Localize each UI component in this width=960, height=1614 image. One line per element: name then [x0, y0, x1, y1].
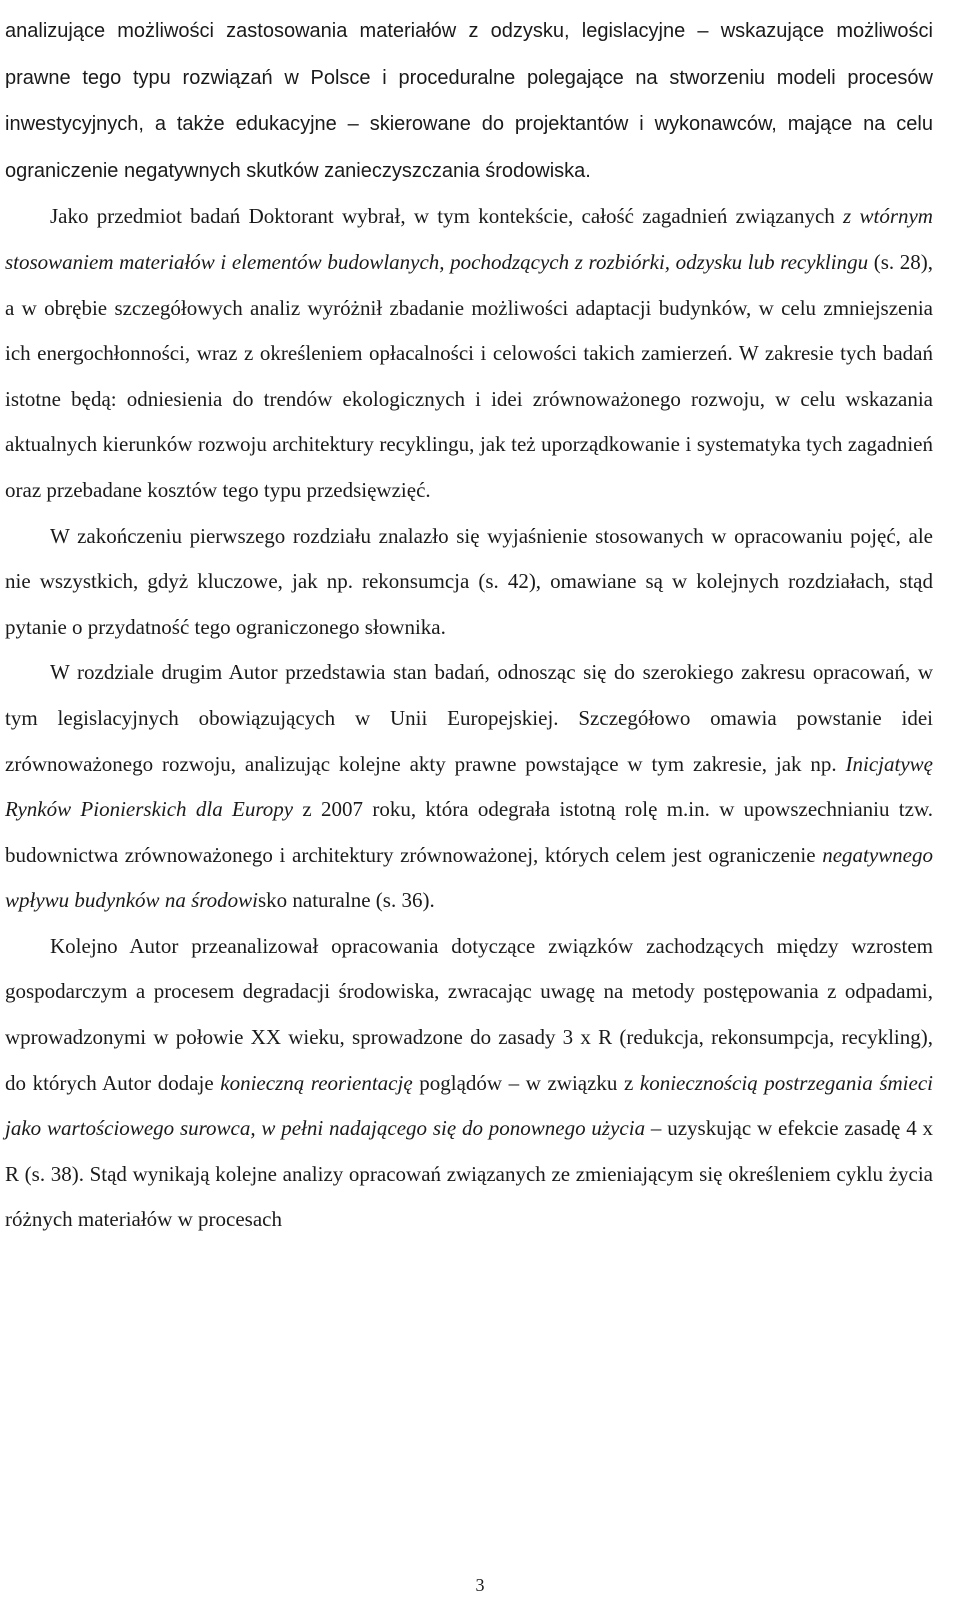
text-run: Kolejno Autor przeanalizował opracowania dotyczące związków zachodzących między wzrostem gospodarczym a procesem degradacji środowiska, zwracając uwagę na metody postępowania z odpadami, wprowadzonymi w połowie XX wieku, sprowadzone do zasady 3 x R (redukcja, rekonsumpcja, recykling), do których Autor dodaje	[5, 933, 933, 1095]
paragraph-intro-continuation	[5, 8, 933, 194]
text-run: W rozdziale drugim Autor przedstawia stan badań, odnosząc się do szerokiego zakresu opracowań, w tym legislacyjnych obowiązujących w Unii Europejskiej. Szczegółowo omawia powstanie idei zrównoważonego rozwoju, analizując kolejne akty prawne powstające w tym zakresie, jak np.	[5, 660, 933, 776]
text-run: sko naturalne (s. 36).	[257, 888, 435, 913]
text-run: analizujące możliwości zastosowania materiałów z odzysku, legislacyjne – wskazujące możliwości prawne tego typu rozwiązań w Polsce i proceduralne polegające na stworzeniu modeli procesów inwestycyjnych, a także edukacyjne – skierowane do projektantów i wykonawców, mające na celu ograniczenie negatywnych skutków zanieczyszczania środowiska.	[5, 20, 933, 182]
text-run-italic: Inicjatywę Rynków Pionierskich dla Europy	[5, 751, 933, 822]
text-run-italic: negatywnego wpływu budynków na środowi	[5, 842, 933, 913]
text-run: poglądów – w związku z	[412, 1070, 640, 1095]
text-run-italic: konieczną reorientację	[220, 1070, 413, 1095]
text-run: W zakończeniu pierwszego rozdziału znalazło się wyjaśnienie stosowanych w opracowaniu pojęć, ale nie wszystkich, gdyż kluczowe, jak np. rekonsumcja (s. 42), omawiane są w kolejnych rozdziałach, stąd pytanie o przydatność tego ograniczonego słownika.	[5, 523, 933, 639]
paragraph-chapter-two	[5, 650, 933, 924]
text-run-italic: z wtórnym stosowaniem materiałów i elementów budowlanych, pochodzących z rozbiórki, odzysku lub recyklingu	[5, 204, 933, 274]
page-number: 3	[475, 1575, 485, 1595]
text-run: (s. 28), a w obrębie szczegółowych analiz wyróżnił zbadanie możliwości adaptacji budynków, w celu zmniejszenia ich energochłonności, wraz z określeniem opłacalności i celowości takich zamierzeń. W zakresie tych badań istotne będą: odniesienia do trendów ekologicznych i idei zrównoważonego rozwoju, w celu wskazania aktualnych kierunków rozwoju architektury recyklingu, jak też uporządkowanie i systematyka tych zagadnień oraz przebadane kosztów tego typu przedsięwzięć.	[5, 249, 933, 502]
text-run: z 2007 roku, która odegrała istotną rolę m.in. w upowszechnianiu tzw. budownictwa zrównoważonego i architektury zrównoważonej, których celem jest ograniczenie	[5, 797, 933, 867]
text-run: Jako przedmiot badań Doktorant wybrał, w tym kontekście, całość zagadnień związanych	[50, 204, 844, 229]
document-page	[5, 8, 933, 1243]
text-run: – uzyskując w efekcie zasadę 4 x R (s. 38). Stąd wynikają kolejne analizy opracowań związanych ze zmieniającym się określeniem cyklu życia różnych materiałów w procesach	[5, 1116, 934, 1232]
text-run-italic: koniecznością postrzegania śmieci jako wartościowego surowca, w pełni nadającego się do ponownego użycia	[5, 1070, 933, 1141]
paragraph-definitions	[5, 514, 933, 651]
paragraph-research-subject	[5, 194, 933, 513]
paragraph-waste-analysis	[5, 924, 933, 1243]
